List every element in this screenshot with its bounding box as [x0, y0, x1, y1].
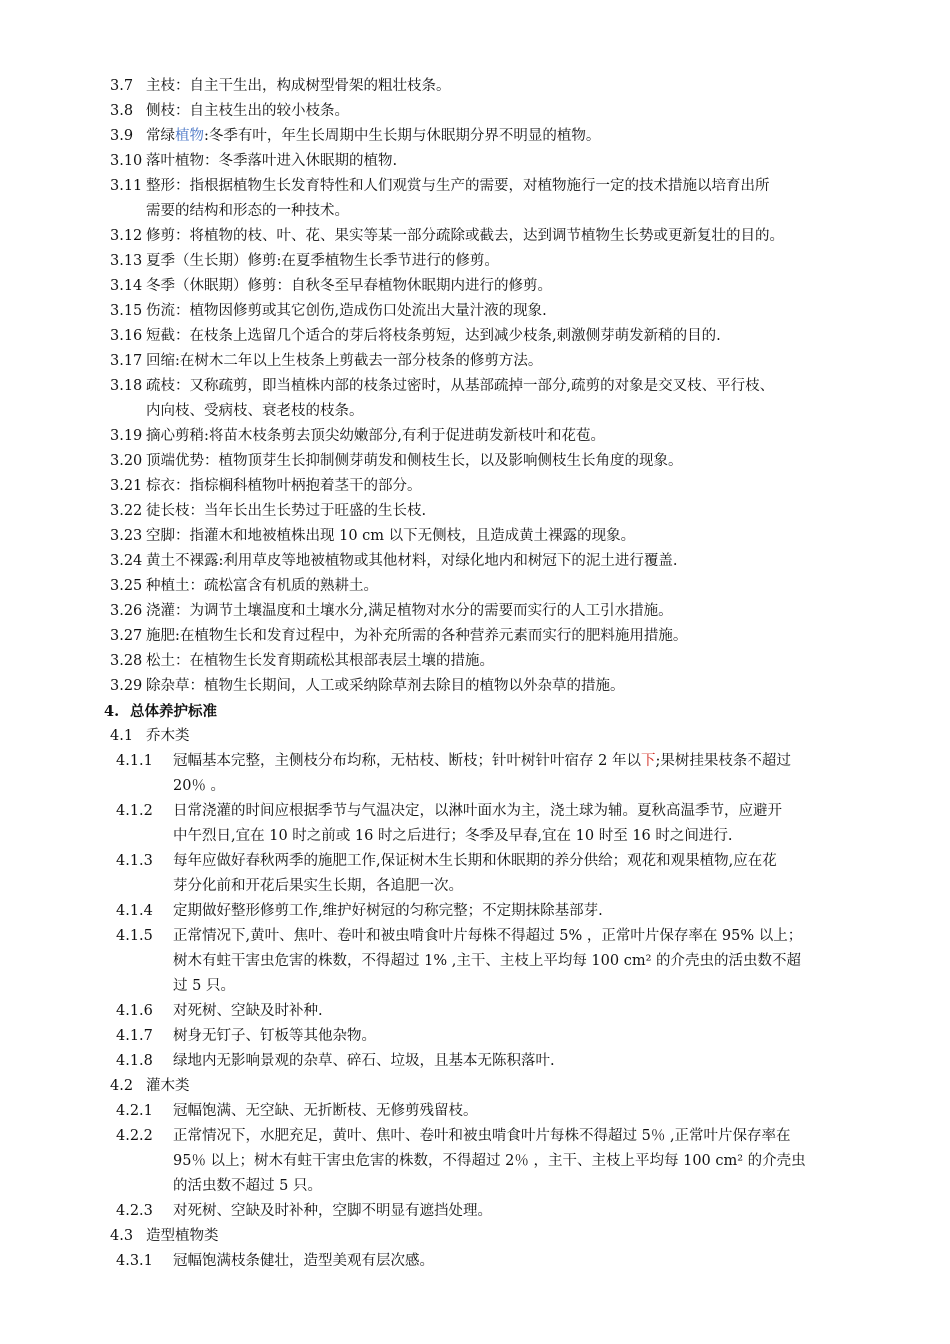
def-number: 3.28 — [110, 653, 143, 669]
clause-number: 4.1.3 — [116, 853, 153, 869]
highlighted-word: 下 — [640, 753, 656, 769]
def-text: 施肥:在植物生长和发育过程中，为补充所需的各种营养元素而实行的肥料施用措施。 — [146, 628, 688, 644]
clause-number: 4.3.1 — [116, 1253, 153, 1269]
def-number: 3.11 — [110, 178, 143, 194]
clause-text-cont: 95％ 以上；树木有蛀干害虫危害的株数，不得超过 2％ ，主干、主枝上平均每 100 cm² 的介壳虫 — [173, 1153, 806, 1169]
def-text-cont: 需要的结构和形态的一种技术。 — [146, 203, 349, 219]
clause-number: 4.1.4 — [116, 903, 153, 919]
def-text: 徒长枝：当年长出生长势过于旺盛的生长枝. — [146, 503, 427, 519]
clause-number: 4.2.3 — [116, 1203, 153, 1219]
def-number: 3.24 — [110, 553, 143, 569]
def-text: 棕衣：指棕榈科植物叶柄抱着茎干的部分。 — [146, 478, 422, 494]
clause-text: 对死树、空缺及时补种，空脚不明显有遮挡处理。 — [173, 1203, 492, 1219]
def-text: 冬季（休眠期）修剪：自秋冬至早春植物休眠期内进行的修剪。 — [146, 278, 552, 294]
def-text: 摘心剪稍:将苗木枝条剪去顶尖幼嫩部分,有利于促进萌发新枝叶和花苞。 — [146, 428, 605, 444]
def-text: 修剪：将植物的枝、叶、花、果实等某一部分疏除或截去，达到调节植物生长势或更新复壮的目的。 — [146, 228, 784, 244]
clause-number: 4.2.2 — [116, 1128, 153, 1144]
clause-number: 4.1.6 — [116, 1003, 153, 1019]
def-text-post: :冬季有叶，年生长周期中生长期与休眠期分界不明显的植物。 — [204, 128, 601, 144]
def-number: 3.27 — [110, 628, 143, 644]
def-text: 短截：在枝条上选留几个适合的芽后将枝条剪短，达到减少枝条,刺激侧芽萌发新稍的目的. — [146, 328, 721, 344]
def-text: 伤流：植物因修剪或其它创伤,造成伤口处流出大量汁液的现象. — [146, 303, 547, 319]
section-title: 总体养护标准 — [130, 703, 217, 720]
clause-text: 定期做好整形修剪工作,维护好树冠的匀称完整；不定期抹除基部芽. — [173, 903, 603, 919]
def-number: 3.20 — [110, 453, 143, 469]
clause-text-cont: 中午烈日,宜在 10 时之前或 16 时之后进行；冬季及早春,宜在 10 时至 16 时之间进行. — [173, 828, 733, 844]
subsection-number: 4.2 — [110, 1078, 134, 1094]
def-text: 黄土不裸露:利用草皮等地被植物或其他材料，对绿化地内和树冠下的泥土进行覆盖. — [146, 553, 678, 569]
def-text: 空脚：指灌木和地被植株出现 10 cm 以下无侧枝，且造成黄土裸露的现象。 — [146, 528, 636, 544]
clause-text: 冠幅饱满、无空缺、无折断枝、无修剪残留枝。 — [173, 1103, 478, 1119]
def-number: 3.14 — [110, 278, 143, 294]
clause-text-cont: 过 5 只。 — [173, 978, 235, 994]
clause-text: 正常情况下,黄叶、焦叶、卷叶和被虫啃食叶片每株不得超过 5% ，正常叶片保存率在 95% 以上； — [173, 928, 803, 944]
clause-text-cont: 树木有蛀干害虫危害的株数，不得超过 1% ,主干、主枝上平均每 100 cm² 的介壳虫的活虫数不超 — [173, 953, 802, 969]
def-number: 3.8 — [110, 103, 134, 119]
subsection-title: 造型植物类 — [146, 1228, 219, 1244]
def-text-pre: 常绿 — [146, 128, 175, 144]
def-number: 3.10 — [110, 153, 143, 169]
def-text: 松土：在植物生长发育期疏松其根部表层土壤的措施。 — [146, 653, 494, 669]
clause-number: 4.1.2 — [116, 803, 153, 819]
def-number: 3.7 — [110, 78, 134, 94]
clause-text-pre: 冠幅基本完整，主侧枝分布均称，无枯枝、断枝；针叶树针叶宿存 2 年以 — [173, 753, 641, 769]
def-number: 3.16 — [110, 328, 143, 344]
def-text: 顶端优势：植物顶芽生长抑制侧芽萌发和侧枝生长，以及影响侧枝生长角度的现象。 — [146, 453, 683, 469]
def-number: 3.21 — [110, 478, 143, 494]
clause-number: 4.1.8 — [116, 1053, 153, 1069]
def-text: 种植土：疏松富含有机质的熟耕土。 — [146, 578, 378, 594]
clause-text: 正常情况下，水肥充足，黄叶、焦叶、卷叶和被虫啃食叶片每株不得超过 5％ ,正常叶片保存率在 — [173, 1128, 791, 1144]
clause-number: 4.1.7 — [116, 1028, 153, 1044]
clause-text — [173, 749, 791, 774]
subsection-title: 乔木类 — [146, 728, 190, 744]
def-number: 3.17 — [110, 353, 143, 369]
clause-text: 对死树、空缺及时补种. — [173, 1003, 323, 1019]
def-text: 除杂草：植物生长期间，人工或采纳除草剂去除目的植物以外杂草的措施。 — [146, 678, 625, 694]
subsection-number: 4.1 — [110, 728, 134, 744]
def-number: 3.9 — [110, 128, 134, 144]
def-number: 3.18 — [110, 378, 143, 394]
clause-text-post: ;果树挂果枝条不超过 — [655, 753, 791, 769]
def-text-cont: 内向枝、受病枝、衰老枝的枝条。 — [146, 403, 364, 419]
clause-text-cont: 的活虫数不超过 5 只。 — [173, 1178, 322, 1194]
def-number: 3.19 — [110, 428, 143, 444]
def-text: 落叶植物：冬季落叶进入休眠期的植物. — [146, 153, 398, 169]
def-number: 3.13 — [110, 253, 143, 269]
def-text — [146, 124, 600, 149]
clause-text: 树身无钉子、钉板等其他杂物。 — [173, 1028, 376, 1044]
clause-text: 冠幅饱满枝条健壮，造型美观有层次感。 — [173, 1253, 434, 1269]
clause-text: 每年应做好春秋两季的施肥工作,保证树木生长期和休眠期的养分供给；观花和观果植物,应在花 — [173, 853, 777, 869]
def-text: 侧枝：自主枝生出的较小枝条。 — [146, 103, 349, 119]
def-number: 3.22 — [110, 503, 143, 519]
def-text: 回缩:在树木二年以上生枝条上剪截去一部分枝条的修剪方法。 — [146, 353, 543, 369]
clause-text-cont: 芽分化前和开花后果实生长期，各追肥一次。 — [173, 878, 463, 894]
clause-number: 4.1.1 — [116, 753, 153, 769]
def-number: 3.12 — [110, 228, 143, 244]
def-text: 浇灌：为调节土壤温度和土壤水分,满足植物对水分的需要而实行的人工引水措施。 — [146, 603, 673, 619]
def-text: 夏季（生长期）修剪:在夏季植物生长季节进行的修剪。 — [146, 253, 499, 269]
highlighted-word: 植物 — [175, 128, 204, 144]
def-number: 3.29 — [110, 678, 143, 694]
subsection-title: 灌木类 — [146, 1078, 190, 1094]
clause-text: 日常浇灌的时间应根据季节与气温决定，以淋叶面水为主，浇土球为辅。夏秋高温季节，应避开 — [173, 803, 782, 819]
def-text: 疏枝：又称疏剪，即当植株内部的枝条过密时，从基部疏掉一部分,疏剪的对象是交叉枝、平行枝、 — [146, 378, 775, 394]
clause-text-cont: 20％ 。 — [173, 778, 226, 794]
clause-text: 绿地内无影响景观的杂草、碎石、垃圾，且基本无陈积落叶. — [173, 1053, 555, 1069]
clause-number: 4.2.1 — [116, 1103, 153, 1119]
def-text: 主枝：自主干生出，构成树型骨架的粗壮枝条。 — [146, 78, 451, 94]
def-number: 3.26 — [110, 603, 143, 619]
def-text: 整形：指根据植物生长发育特性和人们观赏与生产的需要，对植物施行一定的技术措施以培育出所 — [146, 178, 770, 194]
clause-number: 4.1.5 — [116, 928, 153, 944]
section-number: 4. — [104, 703, 120, 720]
def-number: 3.15 — [110, 303, 143, 319]
def-number: 3.25 — [110, 578, 143, 594]
subsection-number: 4.3 — [110, 1228, 134, 1244]
def-number: 3.23 — [110, 528, 143, 544]
